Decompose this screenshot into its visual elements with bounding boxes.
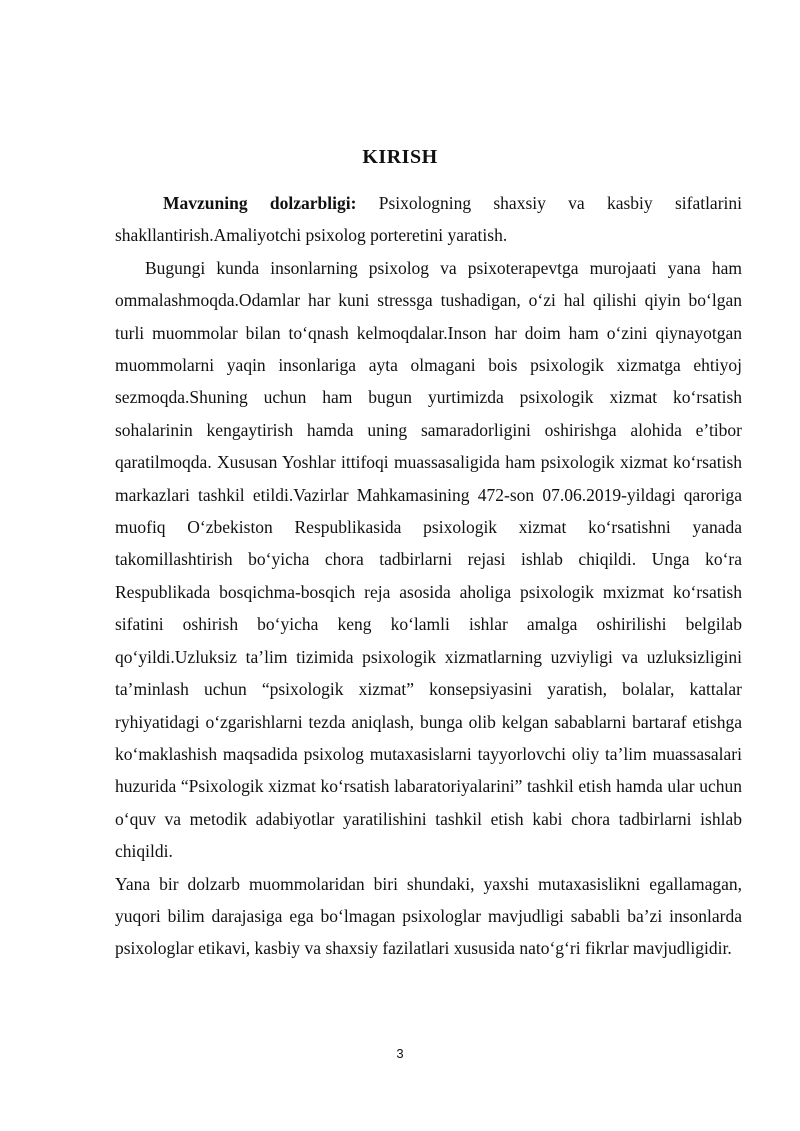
body-text	[115, 187, 742, 965]
relevance-text: Psixologning shaxsiy va kasbiy sifatlarini shakllantirish.Amaliyotchi psixolog porteretini yaratish.	[115, 193, 743, 246]
section-title: KIRISH	[362, 146, 438, 168]
page-number: 3	[396, 1046, 404, 1061]
paragraph-2: Bugungi kunda insonlarning psixolog va psixoterapevtga murojaati yana ham ommalashmoqda.Odamlar har kuni stressga tushadigan, o‘zi hal qilishi qiyin bo‘lgan turli muommolar bilan to‘qnash kelmoqdalar.Inson har doim ham o‘zini qiynayotgan muommolarni yaqin insonlariga ayta olmagani bois psixologik xizmatga ehtiyoj sezmoqda.Shuning uchun ham bugun yurtimizda psixologik xizmat ko‘rsatish sohalarinin kengaytirish hamda uning samaradorligini oshirishga alohida e’tibor qaratilmoqda. Xususan Yoshlar ittifoqi muassasaligida ham psixologik xizmat ko‘rsatish markazlari tashkil etildi.Vazirlar Mahkamasining 472-son 07.06.2019-yildagi qaroriga muofiq O‘zbekiston Respublikasida psixologik xizmat ko‘rsatishni yanada takomillashtirish bo‘yicha chora tadbirlarni rejasi ishlab chiqildi. Unga ko‘ra Respublikada bosqichma-bosqich reja asosida aholiga psixologik mxizmat ko‘rsatish sifatini oshirish bo‘yicha keng ko‘lamli ishlar amalga oshirilishi belgilab qo‘yildi.Uzluksiz ta’lim tizimida psixologik xizmatlarning uzviyligi va uzluksizligini ta’minlash uchun “psixologik xizmat” konsepsiyasini yaratish, bolalar, kattalar ryhiyatidagi o‘zgarishlarni tezda aniqlash, bunga olib kelgan sabablarni bartaraf etishga ko‘maklashish maqsadida psixolog mutaxasislarni tayyorlovchi oliy ta’lim muassasalari huzurida “Psixologik xizmat ko‘rsatish labaratoriyalarini” tashkil etish hamda ular uchun o‘quv va metodik adabiyotlar yaratilishini tashkil etish kabi chora tadbirlarni ishlab chiqildi.	[115, 257, 742, 862]
paragraph-3: Yana bir dolzarb muommolaridan biri shundaki, yaxshi mutaxasislikni egallamagan, yuqori bilim darajasiga ega bo‘lmagan psixologlar mavjudligi sababli ba’zi insonlarda psixologlar etikavi, kasbiy va shaxsiy fazilatlari xususida nato‘g‘ri fikrlar mavjudligidir.	[115, 873, 742, 959]
relevance-label: Mavzuning dolzarbligi:	[163, 193, 357, 213]
relevance-paragraph	[115, 187, 742, 252]
